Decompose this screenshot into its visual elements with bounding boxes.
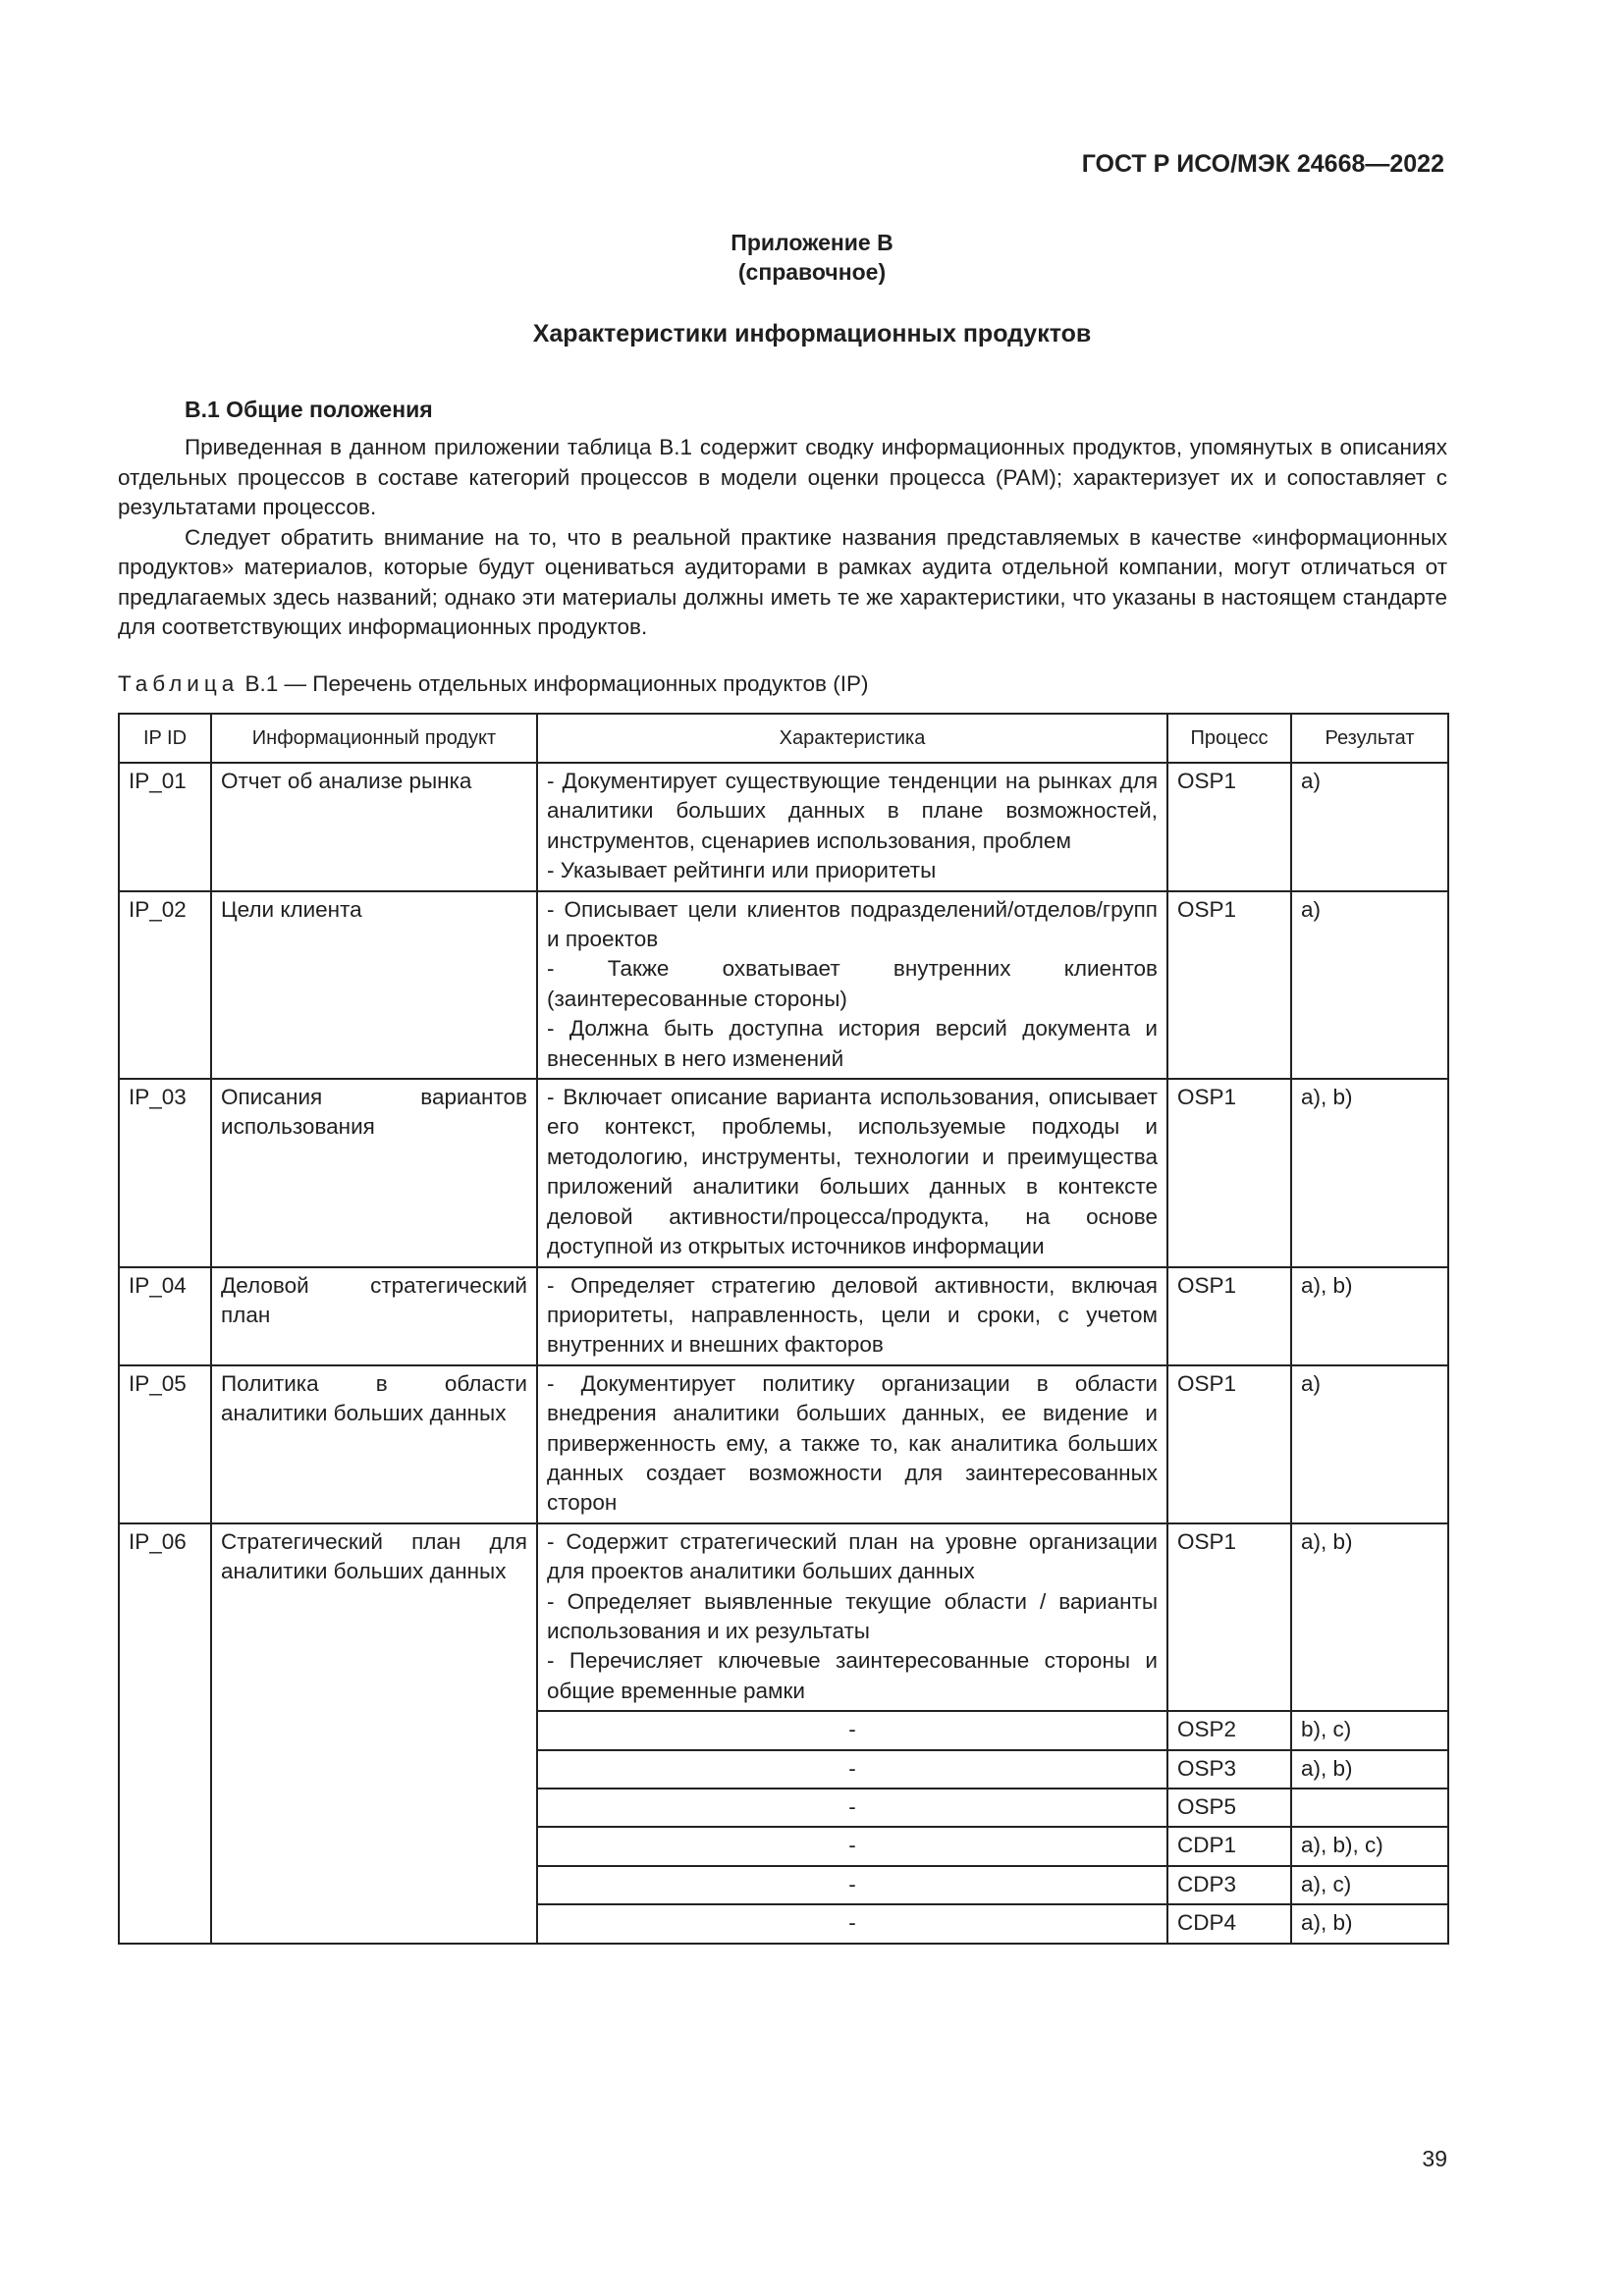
characteristic-line: - Содержит стратегический план на уровне организации для проектов аналитики больших данных	[547, 1528, 1158, 1584]
cell-characteristic	[537, 1079, 1167, 1266]
header-characteristic: Характеристика	[537, 714, 1167, 763]
characteristic-line: - Определяет стратегию деловой активности, включая приоритеты, направленность, цели и сроки, с учетом внутренних и внешних факторов	[547, 1272, 1158, 1358]
cell-result: a)	[1291, 1365, 1448, 1523]
section-body	[118, 433, 1447, 643]
paragraph: Приведенная в данном приложении таблица В.1 содержит сводку информационных продуктов, упомянутых в описаниях отдельных процессов в составе категорий процессов в модели оценки процесса (PAM); характеризует их и сопоставляет с результатами процессов.	[118, 435, 1447, 519]
cell-characteristic: -	[537, 1827, 1167, 1865]
cell-ip-id: IP_04	[119, 1267, 211, 1365]
cell-process: OSP1	[1167, 1267, 1291, 1365]
cell-process: OSP1	[1167, 891, 1291, 1079]
cell-result: a)	[1291, 891, 1448, 1079]
characteristic-line: - Должна быть доступна история версий документа и внесенных в него изменений	[547, 1016, 1158, 1071]
cell-process: CDP1	[1167, 1827, 1291, 1865]
header-product: Информационный продукт	[211, 714, 537, 763]
cell-process: OSP1	[1167, 763, 1291, 891]
characteristic-line: - Включает описание варианта использования, описывает его контекст, проблемы, используемые подходы и методологию, инструменты, технологии и преимущества приложений аналитики больших данных в контексте деловой активности/процесса/продукта, на основе доступной из открытых источников информации	[547, 1085, 1158, 1259]
characteristic-line: - Также охватывает внутренних клиентов (заинтересованные стороны)	[547, 956, 1158, 1011]
cell-characteristic	[537, 891, 1167, 1079]
cell-characteristic	[537, 1267, 1167, 1365]
cell-characteristic: -	[537, 1904, 1167, 1943]
cell-process: OSP1	[1167, 1523, 1291, 1711]
header-ip-id: IP ID	[119, 714, 211, 763]
cell-characteristic: -	[537, 1789, 1167, 1827]
table-row	[119, 1523, 1448, 1711]
cell-result: a), b)	[1291, 1079, 1448, 1266]
standard-id: ГОСТ Р ИСО/МЭК 24668—2022	[1081, 150, 1444, 178]
table-header-row	[119, 714, 1448, 763]
cell-product: Стратегический план для аналитики больших данных	[211, 1523, 537, 1944]
cell-characteristic: -	[537, 1750, 1167, 1789]
cell-result: a), b), c)	[1291, 1827, 1448, 1865]
table-row	[119, 891, 1448, 1079]
cell-process: OSP1	[1167, 1365, 1291, 1523]
section-heading: В.1 Общие положения	[185, 397, 433, 422]
cell-characteristic	[537, 1365, 1167, 1523]
characteristic-line: - Указывает рейтинги или приоритеты	[547, 858, 937, 883]
characteristic-line: - Документирует политику организации в области внедрения аналитики больших данных, ее видение и приверженность ему, а также то, как аналитика больших данных создает возможности для заинтересованных сторон	[547, 1370, 1158, 1516]
cell-characteristic	[537, 1523, 1167, 1711]
cell-product: Политика в области аналитики больших данных	[211, 1365, 537, 1523]
cell-result: a), c)	[1291, 1866, 1448, 1904]
cell-product: Описания вариантов использования	[211, 1079, 537, 1266]
cell-ip-id: IP_03	[119, 1079, 211, 1266]
cell-result: b), c)	[1291, 1711, 1448, 1749]
cell-process: CDP4	[1167, 1904, 1291, 1943]
annex-heading	[0, 228, 1624, 287]
cell-characteristic: -	[537, 1711, 1167, 1749]
cell-result: a), b)	[1291, 1267, 1448, 1365]
cell-ip-id: IP_06	[119, 1523, 211, 1944]
annex-title: Характеристики информационных продуктов	[532, 320, 1092, 347]
cell-result	[1291, 1789, 1448, 1827]
header-result: Результат	[1291, 714, 1448, 763]
table-row	[119, 1365, 1448, 1523]
information-products-table	[118, 713, 1449, 1945]
table-row	[119, 763, 1448, 891]
cell-result: a), b)	[1291, 1523, 1448, 1711]
table-caption-text: В.1 — Перечень отдельных информационных продуктов (IP)	[244, 671, 869, 696]
paragraph: Следует обратить внимание на то, что в реальной практике названия представляемых в качестве «информационных продуктов» материалов, которые будут оцениваться аудиторами в рамках аудита отдельной компании, могут отличаться от предлагаемых здесь названий; однако эти материалы должны иметь те же характеристики, что указаны в настоящем стандарте для соответствующих информационных продуктов.	[118, 524, 1447, 639]
annex-type: (справочное)	[737, 259, 887, 285]
cell-process: OSP2	[1167, 1711, 1291, 1749]
cell-product: Деловой стратегический план	[211, 1267, 537, 1365]
cell-process: CDP3	[1167, 1866, 1291, 1904]
cell-characteristic	[537, 763, 1167, 891]
cell-process: OSP3	[1167, 1750, 1291, 1789]
cell-process: OSP5	[1167, 1789, 1291, 1827]
cell-characteristic: -	[537, 1866, 1167, 1904]
cell-result: a), b)	[1291, 1904, 1448, 1943]
cell-result: a)	[1291, 763, 1448, 891]
characteristic-line: - Документирует существующие тенденции на рынках для аналитики больших данных в плане возможностей, инструментов, сценариев использования, проблем	[547, 769, 1158, 853]
cell-process: OSP1	[1167, 1079, 1291, 1266]
cell-ip-id: IP_02	[119, 891, 211, 1079]
header-process: Процесс	[1167, 714, 1291, 763]
table-row	[119, 1079, 1448, 1266]
page-number: 39	[1422, 2146, 1447, 2171]
table-row	[119, 1267, 1448, 1365]
table-caption-word: Таблица	[118, 671, 240, 696]
annex-label: Приложение В	[731, 230, 893, 255]
cell-product: Отчет об анализе рынка	[211, 763, 537, 891]
cell-ip-id: IP_05	[119, 1365, 211, 1523]
cell-product: Цели клиента	[211, 891, 537, 1079]
cell-ip-id: IP_01	[119, 763, 211, 891]
cell-result: a), b)	[1291, 1750, 1448, 1789]
table-caption	[118, 671, 869, 697]
characteristic-line: - Описывает цели клиентов подразделений/отделов/групп и проектов	[547, 896, 1158, 952]
characteristic-line: - Перечисляет ключевые заинтересованные стороны и общие временные рамки	[547, 1648, 1158, 1703]
characteristic-line: - Определяет выявленные текущие области / варианты использования и их результаты	[547, 1588, 1158, 1643]
